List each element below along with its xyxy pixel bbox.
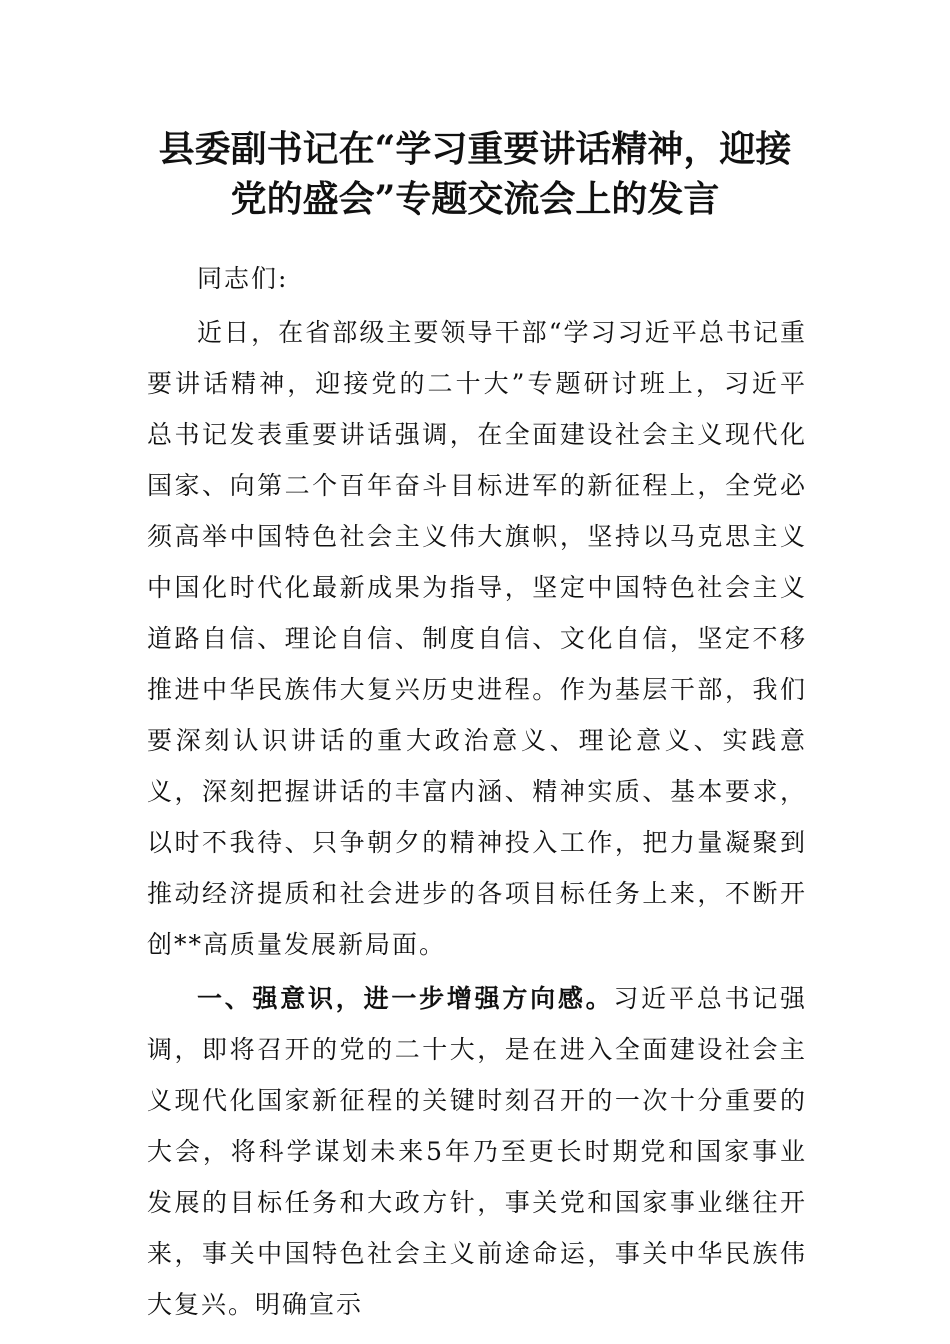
section-1-paragraph — [147, 973, 807, 1330]
greeting: 同志们: — [197, 264, 289, 293]
section-1-text: 习近平总书记强调，即将召开的党的二十大，是在进入全面建设社会主义现代化国家新征程的关键时刻召开的一次十分重要的大会，将科学谋划未来5年乃至更长时期党和国家事业发展的目标任务和大政方针，事关党和国家事业继往开来，事关中国特色社会主义前途命运，事关中华民族伟大复兴。明确宣示 — [147, 984, 807, 1319]
section-1-heading: 一、强意识，进一步增强方向感。 — [197, 984, 614, 1013]
document-body — [147, 253, 807, 1330]
title-line-2: 党的盛会”专题交流会上的发言 — [230, 178, 720, 220]
document-title — [140, 124, 810, 224]
paragraph-1: 近日，在省部级主要领导干部“学习习近平总书记重要讲话精神，迎接党的二十大”专题研讨班上，习近平总书记发表重要讲话强调，在全面建设社会主义现代化国家、向第二个百年奋斗目标进军的新征程上，全党必须高举中国特色社会主义伟大旗帜，坚持以马克思主义中国化时代化最新成果为指导，坚定中国特色社会主义道路自信、理论自信、制度自信、文化自信，坚定不移推进中华民族伟大复兴历史进程。作为基层干部，我们要深刻认识讲话的重大政治意义、理论意义、实践意义，深刻把握讲话的丰富内涵、精神实质、基本要求，以时不我待、只争朝夕的精神投入工作，把力量凝聚到推动经济提质和社会进步的各项目标任务上来，不断开创**高质量发展新局面。 — [147, 318, 807, 959]
title-line-1: 县委副书记在“学习重要讲话精神，迎接 — [158, 128, 792, 170]
